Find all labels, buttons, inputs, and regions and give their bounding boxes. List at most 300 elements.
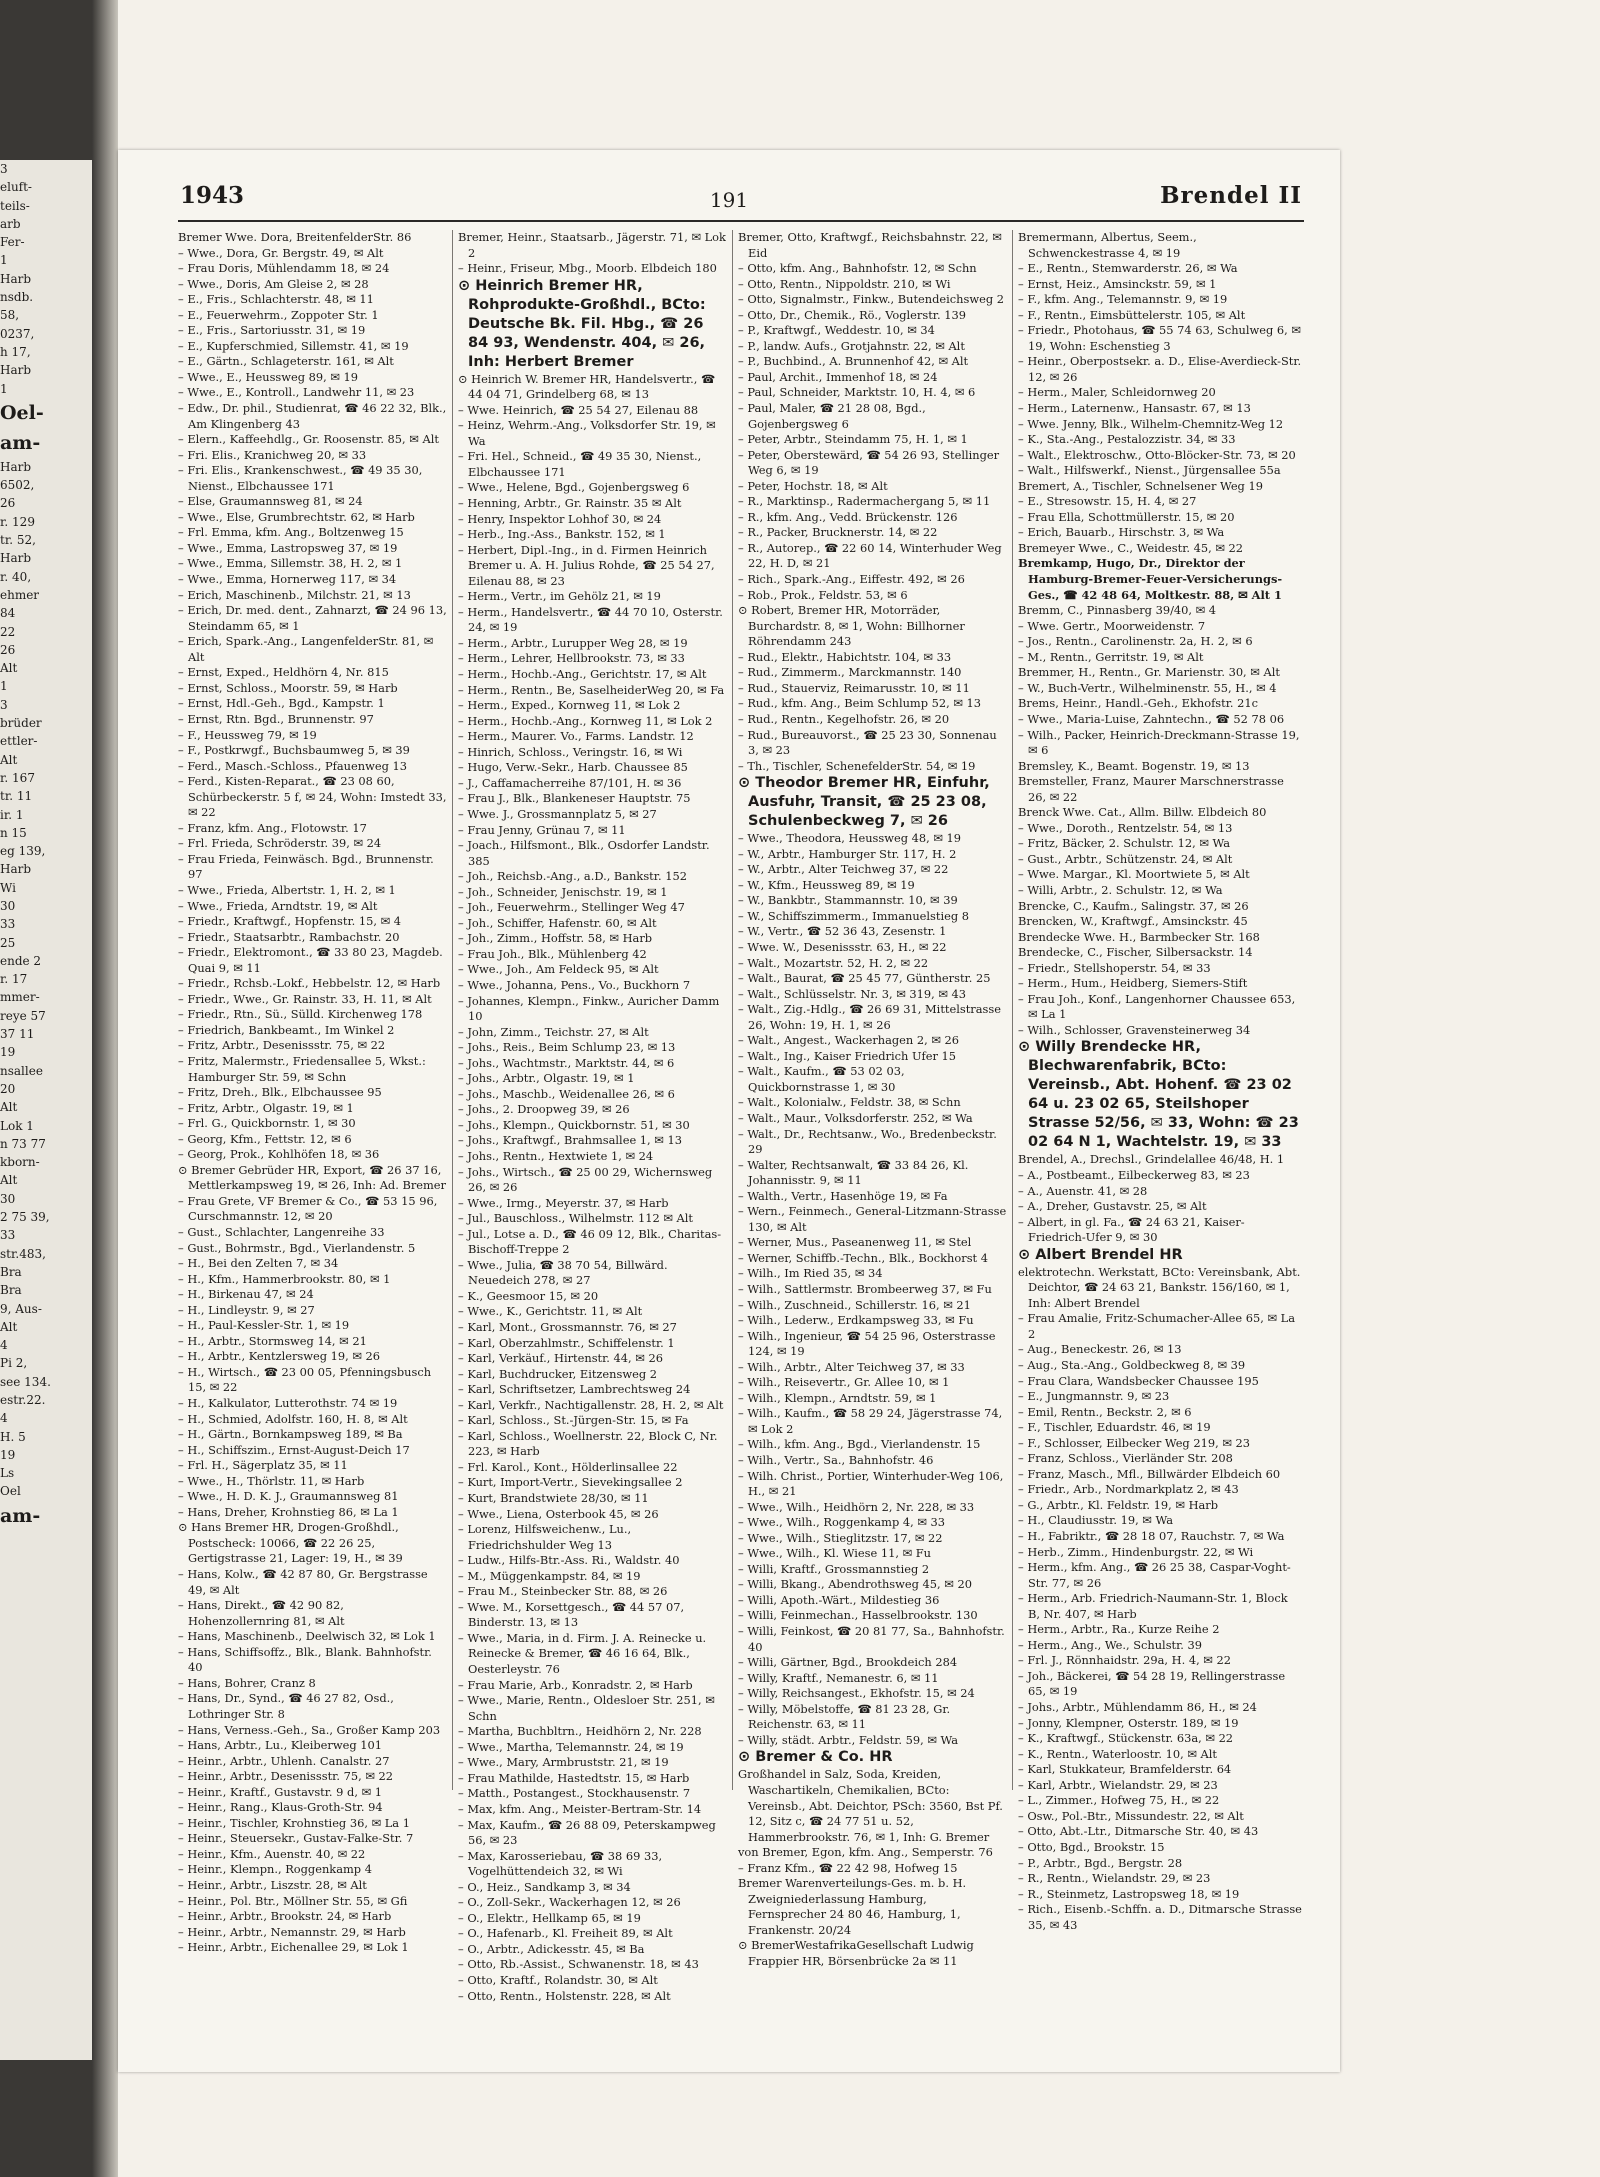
directory-entry: – W., Bankbtr., Stammannstr. 10, ✉ 39 xyxy=(738,893,958,908)
prev-page-line: 1 xyxy=(0,679,8,694)
directory-entry: Bremert, A., Tischler, Schnelsener Weg 19 xyxy=(1018,478,1263,493)
directory-entry: – W., Arbtr., Hamburger Str. 117, H. 2 xyxy=(738,846,957,861)
directory-entry: – Joh., Reichsb.-Ang., a.D., Bankstr. 152 xyxy=(458,869,687,884)
directory-entry: – Heinr., Klempn., Roggenkamp 4 xyxy=(178,1862,372,1877)
directory-entry: Brencke, C., Kaufm., Salingstr. 37, ✉ 26 xyxy=(1018,898,1249,913)
directory-entry: – Rich., Eisenb.-Schffn. a. D., Ditmarsche Strasse 35, ✉ 43 xyxy=(1018,1902,1302,1932)
directory-entry: – Rud., Bureauvorst., ☎ 25 23 30, Sonnenau 3, ✉ 23 xyxy=(738,727,997,758)
directory-entry: – Else, Graumannsweg 81, ✉ 24 xyxy=(178,494,363,509)
directory-entry: – Wwe. Gertr., Moorweidenstr. 7 xyxy=(1018,618,1206,633)
directory-entry: – Frl. Emma, kfm. Ang., Boltzenweg 15 xyxy=(178,525,404,540)
directory-entry: – Peter, Oberstewärd, ☎ 54 26 93, Stellinger Weg 6, ✉ 19 xyxy=(738,447,1000,478)
directory-entry: – Wilh., Zuschneid., Schillerstr. 16, ✉ 21 xyxy=(738,1297,971,1312)
directory-entry: – Wwe., Irmg., Meyerstr. 37, ✉ Harb xyxy=(458,1195,669,1210)
directory-entry: – Frl. G., Quickbornstr. 1, ✉ 30 xyxy=(178,1116,356,1131)
directory-entry: – R., kfm. Ang., Vedd. Brückenstr. 126 xyxy=(738,509,958,524)
directory-entry: – Walt., Angest., Wackerhagen 2, ✉ 26 xyxy=(738,1033,960,1048)
prev-page-line: ettler- xyxy=(0,734,38,749)
prev-page-line: Wi xyxy=(0,880,16,895)
directory-entry: – A., Dreher, Gustavstr. 25, ✉ Alt xyxy=(1018,1199,1207,1214)
directory-entry: – F., Schlosser, Eilbecker Weg 219, ✉ 23 xyxy=(1018,1435,1250,1450)
prev-page-line: 58, xyxy=(0,308,20,323)
directory-entry: – J., Caffamacherreihe 87/101, H. ✉ 36 xyxy=(458,775,682,790)
directory-entry: – Peter, Hochstr. 18, ✉ Alt xyxy=(738,478,888,493)
directory-entry: – Joh., Feuerwehrm., Stellinger Weg 47 xyxy=(458,900,685,915)
directory-entry: – Walth., Vertr., Hasenhöge 19, ✉ Fa xyxy=(738,1188,948,1203)
directory-entry: – Walt., Dr., Rechtsanw., Wo., Bredenbeckstr. 29 xyxy=(738,1126,997,1157)
directory-entry: Bremkamp, Hugo, Dr., Direktor der Hamburg-Bremer-Feuer-Versicherungs-Ges., ☎ 42 48 64, Moltkestr. 88, ✉ Alt 1 xyxy=(1018,556,1283,602)
directory-entry: – Heinr., Kraftf., Gustavstr. 9 d, ✉ 1 xyxy=(178,1784,382,1799)
directory-entry: – Frau Joh., Blk., Mühlenberg 42 xyxy=(458,946,647,961)
directory-entry: – Wwe., Wilh., Stieglitzstr. 17, ✉ 22 xyxy=(738,1530,943,1545)
directory-entry: – Albert, in gl. Fa., ☎ 24 63 21, Kaiser-Friedrich-Ufer 9, ✉ 30 xyxy=(1018,1214,1245,1245)
directory-entry: – Jonny, Klempner, Osterstr. 189, ✉ 19 xyxy=(1018,1715,1239,1730)
directory-entry: – Jul., Lotse a. D., ☎ 46 09 12, Blk., Charitas-Bischoff-Treppe 2 xyxy=(458,1226,722,1257)
directory-entry: – Herm., Lehrer, Hellbrookstr. 73, ✉ 33 xyxy=(458,651,685,666)
directory-entry: – Friedr., Kraftwgf., Hopfenstr. 15, ✉ 4 xyxy=(178,914,402,929)
directory-entry: – O., Elektr., Hellkamp 65, ✉ 19 xyxy=(458,1910,641,1925)
directory-entry: Bremer Warenverteilungs-Ges. m. b. H. Zweigniederlassung Hamburg, Fernsprecher 24 80 46, Hamburg, 1, Frankenstr. 20/24 xyxy=(738,1876,967,1937)
directory-entry: – Wern., Feinmech., General-Litzmann-Strasse 130, ✉ Alt xyxy=(738,1204,1007,1234)
directory-entry: Bremm, C., Pinnasberg 39/40, ✉ 4 xyxy=(1018,603,1217,618)
directory-entry: – Herm., Arbtr., Lurupper Weg 28, ✉ 19 xyxy=(458,635,688,650)
directory-entry: – Wilh., Schlosser, Gravensteinerweg 34 xyxy=(1018,1022,1251,1037)
prev-page-line: see 134. xyxy=(0,1374,51,1389)
directory-entry: – Willi, Kraftf., Grossmannstieg 2 xyxy=(738,1561,930,1576)
directory-entry: – Willi, Feinmechan., Hasselbrookstr. 130 xyxy=(738,1608,978,1623)
directory-entry: – Karl, Verkfr., Nachtigallenstr. 28, H. 2, ✉ Alt xyxy=(458,1397,724,1412)
directory-entry: – Hans, Direkt., ☎ 42 90 82, Hohenzollernring 81, ✉ Alt xyxy=(178,1598,345,1628)
directory-entry: – Wwe., Joh., Am Feldeck 95, ✉ Alt xyxy=(458,962,659,977)
directory-entry: – Otto, Dr., Chemik., Rö., Voglerstr. 139 xyxy=(738,307,966,322)
directory-entry: – H., Kalkulator, Lutterothstr. 74 ✉ 19 xyxy=(178,1396,398,1411)
prev-page-line: 6502, xyxy=(0,478,35,493)
directory-entry: – Wwe. M., Korsettgesch., ☎ 44 57 07, Binderstr. 13, ✉ 13 xyxy=(458,1599,685,1630)
directory-entry: Bremermann, Albertus, Seem., Schwenckestrasse 4, ✉ 19 xyxy=(1018,230,1197,260)
directory-entry: von Bremer, Egon, kfm. Ang., Semperstr. 76 xyxy=(738,1845,993,1860)
directory-entry: – Walt., Maur., Volksdorferstr. 252, ✉ Wa xyxy=(738,1110,973,1125)
directory-entry: – Heinr., Arbtr., Liszstr. 28, ✉ Alt xyxy=(178,1877,367,1892)
directory-entry: – Rich., Spark.-Ang., Eiffestr. 492, ✉ 26 xyxy=(738,572,965,587)
directory-entry: – O., Arbtr., Adickesstr. 45, ✉ Ba xyxy=(458,1941,645,1956)
prev-page-line: n 73 77 xyxy=(0,1136,46,1151)
prev-page-line: 2 75 39, xyxy=(0,1210,50,1225)
directory-entry: – Fri. Hel., Schneid., ☎ 49 35 30, Nienst., Elbchaussee 171 xyxy=(458,449,702,479)
directory-entry: – Frau Joh., Konf., Langenhorner Chaussee 653, ✉ La 1 xyxy=(1018,991,1296,1022)
page-header-year: 1943 xyxy=(180,182,245,209)
directory-entry: – John, Zimm., Teichstr. 27, ✉ Alt xyxy=(458,1024,649,1039)
prev-page-line: nsdb. xyxy=(0,290,34,305)
directory-entry: – Frau Clara, Wandsbecker Chaussee 195 xyxy=(1018,1373,1259,1388)
directory-entry: – Wwe., H., Thörlstr. 11, ✉ Harb xyxy=(178,1473,365,1488)
directory-entry: – R., Rentn., Wielandstr. 29, ✉ 23 xyxy=(1018,1871,1211,1886)
directory-entry: – Rob., Prok., Feldstr. 53, ✉ 6 xyxy=(738,587,908,602)
prev-page-line: Pi 2, xyxy=(0,1356,28,1371)
directory-entry: – Joh., Bäckerei, ☎ 54 28 19, Rellingerstrasse 65, ✉ 19 xyxy=(1018,1668,1286,1699)
directory-entry: – Frl. Karol., Kont., Hölderlinsallee 22 xyxy=(458,1459,678,1474)
directory-entry: – Wwe. J., Grossmannplatz 5, ✉ 27 xyxy=(458,806,657,821)
directory-entry: – Willi, Feinkost, ☎ 20 81 77, Sa., Bahnhofstr. 40 xyxy=(738,1624,1005,1654)
directory-entry: – P., Arbtr., Bgd., Bergstr. 28 xyxy=(1018,1855,1183,1870)
directory-entry: – Friedr., Staatsarbtr., Rambachstr. 20 xyxy=(178,929,400,944)
directory-entry: – H., Arbtr., Kentzlersweg 19, ✉ 26 xyxy=(178,1349,381,1364)
directory-entry: – Karl, Oberzahlmstr., Schiffelenstr. 1 xyxy=(458,1335,675,1350)
directory-entry: – W., Kfm., Heussweg 89, ✉ 19 xyxy=(738,877,915,892)
directory-entry: – Kurt, Import-Vertr., Sievekingsallee 2 xyxy=(458,1475,683,1490)
prev-page-line: 33 xyxy=(0,917,16,932)
directory-entry: Großhandel in Salz, Soda, Kreiden, Waschartikeln, Chemikalien, BCto: Vereinsb., Abt. Deichtor, PSch: 3560, Bst Pf. 12, Sitz c, ☎ 24 77 51 u. 52, Hammerbrookstr. 76, ✉ 1, Inh: G. Bremer xyxy=(738,1767,1003,1844)
prev-page-line: eg 139, xyxy=(0,844,46,859)
directory-entry: – Ernst, Exped., Heldhörn 4, Nr. 815 xyxy=(178,665,389,680)
directory-entry: – Herm., Ang., We., Schulstr. 39 xyxy=(1018,1637,1203,1652)
directory-entry: – Herm., Arbtr., Ra., Kurze Reihe 2 xyxy=(1018,1622,1220,1637)
directory-entry: – Rud., Rentn., Kegelhofstr. 26, ✉ 20 xyxy=(738,711,950,726)
directory-entry: – Heinr., Tischler, Krohnstieg 36, ✉ La 1 xyxy=(178,1815,410,1830)
directory-entry: – Wwe., E., Heussweg 89, ✉ 19 xyxy=(178,369,359,384)
directory-entry: – K., Kraftwgf., Stückenstr. 63a, ✉ 22 xyxy=(1018,1731,1234,1746)
directory-entry: – Wwe., Frieda, Albertstr. 1, H. 2, ✉ 1 xyxy=(178,882,396,897)
directory-entry: – Erich, Dr. med. dent., Zahnarzt, ☎ 24 96 13, Steindamm 65, ✉ 1 xyxy=(178,603,447,633)
prev-page-line: tr. 11 xyxy=(0,789,33,804)
directory-entry: – Fritz, Arbtr., Desenissstr. 75, ✉ 22 xyxy=(178,1038,386,1053)
prev-page-line: 26 xyxy=(0,496,16,511)
firm-entry: ⊙ Albert Brendel HR xyxy=(1018,1246,1183,1263)
directory-entry: – Otto, Kraftf., Rolandstr. 30, ✉ Alt xyxy=(458,1972,658,1987)
directory-entry: – Wwe., Wilh., Kl. Wiese 11, ✉ Fu xyxy=(738,1546,932,1561)
prev-page-line: Harb xyxy=(0,271,32,286)
directory-entry: – R., Packer, Brucknerstr. 14, ✉ 22 xyxy=(738,525,938,540)
directory-entry: – Wwe. Jenny, Blk., Wilhelm-Chemnitz-Weg 12 xyxy=(1018,416,1284,431)
directory-entry: – L., Zimmer., Hofweg 75, H., ✉ 22 xyxy=(1018,1793,1220,1808)
directory-entry: – Frau Marie, Arb., Konradstr. 2, ✉ Harb xyxy=(458,1677,693,1692)
firm-entry: ⊙ Theodor Bremer HR, Einfuhr, Ausfuhr, Transit, ☎ 25 23 08, Schulenbeckweg 7, ✉ 26 xyxy=(738,775,990,830)
directory-entry: – Otto, Rb.-Assist., Schwanenstr. 18, ✉ 43 xyxy=(458,1957,699,1972)
directory-entry: – Herm., Hochb.-Ang., Kornweg 11, ✉ Lok 2 xyxy=(458,713,713,728)
directory-entry: – Heinr., Arbtr., Eichenallee 29, ✉ Lok 1 xyxy=(178,1940,409,1955)
column-4 xyxy=(1018,230,1302,1932)
directory-entry: – O., Zoll-Sekr., Wackerhagen 12, ✉ 26 xyxy=(458,1895,681,1910)
directory-entry: – Wwe., Emma, Sillemstr. 38, H. 2, ✉ 1 xyxy=(178,556,403,571)
directory-entry: – Gust., Schlachter, Langenreihe 33 xyxy=(178,1225,385,1239)
directory-entry: – Johs., Maschb., Weidenallee 26, ✉ 6 xyxy=(458,1086,675,1101)
directory-entry: – Heinr., Arbtr., Nemannstr. 29, ✉ Harb xyxy=(178,1924,406,1939)
prev-page-line: ende 2 xyxy=(0,953,42,968)
directory-entry: – W., Schiffszimmerm., Immanuelstieg 8 xyxy=(738,908,970,923)
directory-entry: – Werner, Schiffb.-Techn., Blk., Bockhorst 4 xyxy=(738,1250,988,1265)
firm-entry: ⊙ Bremer & Co. HR xyxy=(738,1749,893,1766)
prev-page-line: tr. 52, xyxy=(0,533,36,548)
directory-entry: – Ernst, Rtn. Bgd., Brunnenstr. 97 xyxy=(178,711,374,726)
directory-entry: – Friedrich, Bankbeamt., Im Winkel 2 xyxy=(178,1022,395,1037)
directory-entry: Bremer, Heinr., Staatsarb., Jägerstr. 71, ✉ Lok 2 xyxy=(458,230,726,260)
prev-page-line: str.483, xyxy=(0,1246,46,1261)
directory-entry: – Wilh., Packer, Heinrich-Dreckmann-Strasse 19, ✉ 6 xyxy=(1018,727,1300,758)
directory-entry: – R., Autorep., ☎ 22 60 14, Winterhuder Weg 22, H. D, ✉ 21 xyxy=(738,540,1002,571)
directory-entry: – Walt., Kolonialw., Feldstr. 38, ✉ Schn xyxy=(738,1095,961,1110)
directory-entry: – Walt., Baurat, ☎ 25 45 77, Güntherstr. 25 xyxy=(738,971,991,986)
prev-page-line: ehmer xyxy=(0,587,40,602)
directory-entry: – E., Jungmannstr. 9, ✉ 23 xyxy=(1018,1389,1170,1404)
directory-entry: – H., Birkenau 47, ✉ 24 xyxy=(178,1287,314,1302)
prev-page-line: n 15 xyxy=(0,825,27,840)
directory-entry: – Hans, Arbtr., Lu., Kleiberweg 101 xyxy=(178,1738,382,1753)
prev-page-line: Ls xyxy=(0,1466,15,1481)
directory-entry: – Otto, Rentn., Holstenstr. 228, ✉ Alt xyxy=(458,1988,671,2003)
directory-entry: – Johs., Arbtr., Olgastr. 19, ✉ 1 xyxy=(458,1071,635,1086)
prev-page-line: r. 40, xyxy=(0,569,32,584)
directory-entry: – Karl, Schriftsetzer, Lambrechtsweg 24 xyxy=(458,1382,691,1397)
directory-entry: – K., Geesmoor 15, ✉ 20 xyxy=(458,1288,599,1303)
directory-entry: – Rud., Elektr., Habichtstr. 104, ✉ 33 xyxy=(738,649,952,664)
prev-page-line: 25 xyxy=(0,935,16,950)
header-rule xyxy=(178,220,1304,222)
prev-page-line: reye 57 xyxy=(0,1008,46,1023)
directory-entry: – Karl, Mont., Grossmannstr. 76, ✉ 27 xyxy=(458,1320,677,1334)
directory-entry: – Max, Karosseriebau, ☎ 38 69 33, Vogelhüttendeich 32, ✉ Wi xyxy=(458,1848,663,1879)
directory-entry: – E., Fris., Sartoriusstr. 31, ✉ 19 xyxy=(178,323,366,338)
directory-entry: Bremsley, K., Beamt. Bogenstr. 19, ✉ 13 xyxy=(1018,758,1250,773)
directory-entry: – Th., Tischler, SchenefelderStr. 54, ✉ 19 xyxy=(738,758,976,773)
directory-entry: – Jul., Bauschloss., Wilhelmstr. 112 ✉ Alt xyxy=(458,1211,693,1226)
directory-entry: – G., Arbtr., Kl. Feldstr. 19, ✉ Harb xyxy=(1018,1497,1219,1512)
directory-entry: – F., kfm. Ang., Telemannstr. 9, ✉ 19 xyxy=(1018,292,1228,307)
directory-entry: – Ernst, Heiz., Amsinckstr. 59, ✉ 1 xyxy=(1018,276,1217,291)
directory-entry: – Joach., Hilfsmont., Blk., Osdorfer Landstr. 385 xyxy=(458,838,710,868)
prev-page-line: Harb xyxy=(0,551,32,566)
prev-page-line: r. 167 xyxy=(0,770,35,785)
directory-entry: – H., Fabriktr., ☎ 28 18 07, Rauchstr. 7, ✉ Wa xyxy=(1018,1529,1285,1544)
directory-entry: – Joh., Schneider, Jenischstr. 19, ✉ 1 xyxy=(458,884,668,899)
prev-page-line: Harb xyxy=(0,459,32,474)
directory-entry: – Wwe., Martha, Telemannstr. 24, ✉ 19 xyxy=(458,1739,684,1754)
directory-entry: – Wwe., Else, Grumbrechtstr. 62, ✉ Harb xyxy=(178,509,415,524)
directory-entry: – Emil, Rentn., Beckstr. 2, ✉ 6 xyxy=(1018,1404,1192,1419)
prev-page-line: Lok 1 xyxy=(0,1118,34,1133)
column-divider xyxy=(1012,230,1013,1790)
directory-entry: – Willi, Bkang., Abendrothsweg 45, ✉ 20 xyxy=(738,1577,972,1592)
directory-entry: – Wilh. Christ., Portier, Winterhuder-Weg 106, H., ✉ 21 xyxy=(738,1468,1004,1499)
directory-entry: – H., Lindleystr. 9, ✉ 27 xyxy=(178,1302,315,1317)
directory-entry: – Paul, Archit., Immenhof 18, ✉ 24 xyxy=(738,369,938,384)
prev-page-line: 30 xyxy=(0,898,16,913)
directory-entry: Bremer Wwe. Dora, BreitenfelderStr. 86 xyxy=(178,230,412,244)
column-2 xyxy=(458,230,728,2003)
directory-entry: Brencken, W., Kraftwgf., Amsinckstr. 45 xyxy=(1018,914,1248,929)
directory-entry: – Wilh., Lederw., Erdkampsweg 33, ✉ Fu xyxy=(738,1313,974,1328)
directory-entry: – Otto, Rentn., Nippoldstr. 210, ✉ Wi xyxy=(738,276,951,291)
directory-entry: – Kurt, Brandstwiete 28/30, ✉ 11 xyxy=(458,1491,649,1506)
directory-entry: – M., Müggenkampstr. 84, ✉ 19 xyxy=(458,1568,641,1583)
prev-page-line: r. 17 xyxy=(0,972,28,987)
directory-entry: – Herm., Handelsvertr., ☎ 44 70 10, Osterstr. 24, ✉ 19 xyxy=(458,604,723,635)
directory-entry: – Erich, Maschinenb., Milchstr. 21, ✉ 13 xyxy=(178,587,411,602)
directory-entry: – Wilh., Reisevertr., Gr. Allee 10, ✉ 1 xyxy=(738,1375,950,1390)
directory-entry: – M., Rentn., Gerritstr. 19, ✉ Alt xyxy=(1018,649,1204,664)
directory-entry: – Friedr., Photohaus, ☎ 55 74 63, Schulweg 6, ✉ 19, Wohn: Eschenstieg 3 xyxy=(1018,323,1301,353)
directory-entry: – Frau J., Blk., Blankeneser Hauptstr. 75 xyxy=(458,791,691,806)
directory-entry: Brendel, A., Drechsl., Grindelallee 46/48, H. 1 xyxy=(1018,1152,1285,1167)
directory-entry: – Wilh., kfm. Ang., Bgd., Vierlandenstr. 15 xyxy=(738,1437,981,1452)
directory-entry: – Fri. Elis., Kranichweg 20, ✉ 33 xyxy=(178,447,367,462)
prev-page-line: 3 xyxy=(0,697,8,712)
directory-entry: – Frau Jenny, Grünau 7, ✉ 11 xyxy=(458,822,626,837)
directory-entry: – Heinr., Pol. Btr., Möllner Str. 55, ✉ Gfi xyxy=(178,1893,408,1908)
prev-page-line: Oel- xyxy=(0,401,44,424)
directory-entry: – Georg, Prok., Kohlhöfen 18, ✉ 36 xyxy=(178,1147,380,1162)
directory-entry: – H., Arbtr., Stormsweg 14, ✉ 21 xyxy=(178,1333,367,1348)
directory-entry: elektrotechn. Werkstatt, BCto: Vereinsbank, Abt. Deichtor, ☎ 24 63 21, Bankstr. 156/160, ✉ 1, Inh: Albert Brendel xyxy=(1018,1264,1301,1310)
directory-entry: – Franz, Masch., Mfl., Billwärder Elbdeich 60 xyxy=(1018,1466,1281,1481)
directory-entry: – F., Rentn., Eimsbüttelerstr. 105, ✉ Alt xyxy=(1018,307,1246,322)
directory-entry: – Wilh., Vertr., Sa., Bahnhofstr. 46 xyxy=(738,1453,934,1468)
prev-page-line: estr.22. xyxy=(0,1393,46,1407)
prev-page-line: Oel xyxy=(0,1484,21,1499)
directory-entry: – P., Kraftwgf., Weddestr. 10, ✉ 34 xyxy=(738,323,935,338)
directory-entry: – Jos., Rentn., Carolinenstr. 2a, H. 2, ✉ 6 xyxy=(1018,634,1253,649)
directory-entry: – Herm., Laternenw., Hansastr. 67, ✉ 13 xyxy=(1018,401,1251,416)
directory-entry: – Paul, Maler, ☎ 21 28 08, Bgd., Gojenbergsweg 6 xyxy=(738,401,926,431)
directory-entry: – K., Rentn., Waterloostr. 10, ✉ Alt xyxy=(1018,1746,1217,1761)
directory-entry: – Fritz, Dreh., Blk., Elbchaussee 95 xyxy=(178,1085,382,1100)
directory-entry: – Aug., Sta.-Ang., Goldbeckweg 8, ✉ 39 xyxy=(1018,1358,1246,1372)
directory-entry: – E., Rentn., Stemwarderstr. 26, ✉ Wa xyxy=(1018,261,1238,276)
page-binding-shadow xyxy=(92,0,118,2177)
directory-entry: – Aug., Beneckestr. 26, ✉ 13 xyxy=(1018,1342,1182,1357)
directory-entry: – Karl, Verkäuf., Hirtenstr. 44, ✉ 26 xyxy=(458,1351,663,1366)
directory-entry: Brems, Heinr., Handl.-Geh., Ekhofstr. 21c xyxy=(1018,696,1259,711)
directory-entry: – Max, kfm. Ang., Meister-Bertram-Str. 14 xyxy=(458,1801,702,1816)
directory-entry: – Frau Mathilde, Hastedtstr. 15, ✉ Harb xyxy=(458,1770,690,1785)
directory-entry: – Wwe., Wilh., Heidhörn 2, Nr. 228, ✉ 33 xyxy=(738,1499,975,1514)
directory-entry: Brendecke, C., Fischer, Silbersackstr. 14 xyxy=(1018,945,1253,960)
directory-entry: – Wwe., Helene, Bgd., Gojenbergsweg 6 xyxy=(458,480,690,495)
column-divider xyxy=(452,230,453,1790)
directory-entry: – Johs., Wirtsch., ☎ 25 00 29, Wichernsweg 26, ✉ 26 xyxy=(458,1164,713,1195)
directory-entry: – Werner, Mus., Paseanenweg 11, ✉ Stel xyxy=(738,1235,972,1250)
directory-entry: – Hans, Verness.-Geh., Sa., Großer Kamp 203 xyxy=(178,1722,441,1737)
directory-entry: – Heinr., Steuersekr., Gustav-Falke-Str. 7 xyxy=(178,1831,414,1846)
directory-entry: – Georg, Kfm., Fettstr. 12, ✉ 6 xyxy=(178,1131,352,1146)
directory-entry: – Ferd., Masch.-Schloss., Pfauenweg 13 xyxy=(178,758,407,773)
directory-entry: – Willy, städt. Arbtr., Feldstr. 59, ✉ Wa xyxy=(738,1732,959,1747)
prev-page-line: Alt xyxy=(0,1100,18,1115)
directory-entry: – K., Sta.-Ang., Pestalozzistr. 34, ✉ 33 xyxy=(1018,432,1236,447)
firm-entry: ⊙ Heinrich Bremer HR, Rohprodukte-Großhdl., BCto: Deutsche Bk. Fil. Hbg., ☎ 26 84 93, Wendenstr. 404, ✉ 26, Inh: Herbert Bremer xyxy=(458,277,706,370)
prev-page-line: mmer- xyxy=(0,990,40,1005)
directory-entry: – Franz Kfm., ☎ 22 42 98, Hofweg 15 xyxy=(738,1860,958,1875)
directory-entry: – Ferd., Kisten-Reparat., ☎ 23 08 60, Schürbeckerstr. 5 f, ✉ 24, Wohn: Imstedt 33, ✉ 22 xyxy=(178,774,447,820)
directory-entry: – Rud., kfm. Ang., Beim Schlump 52, ✉ 13 xyxy=(738,696,982,711)
prev-page-line: 37 11 xyxy=(0,1027,35,1042)
directory-entry: – R., Steinmetz, Lastropsweg 18, ✉ 19 xyxy=(1018,1886,1240,1901)
directory-entry: Bremsteller, Franz, Maurer Marschnerstrasse 26, ✉ 22 xyxy=(1018,774,1284,804)
directory-entry: – H., Bei den Zelten 7, ✉ 34 xyxy=(178,1256,339,1271)
directory-entry: – A., Postbeamt., Eilbeckerweg 83, ✉ 23 xyxy=(1018,1167,1250,1182)
prev-page-line: eluft- xyxy=(0,180,32,195)
directory-entry: – Peter, Arbtr., Steindamm 75, H. 1, ✉ 1 xyxy=(738,432,968,447)
prev-page-line: brüder xyxy=(0,716,42,731)
directory-entry: – Friedr., Arb., Nordmarkplatz 2, ✉ 43 xyxy=(1018,1482,1239,1497)
prev-page-line: arb xyxy=(0,216,21,231)
directory-entry: – Wilh., Klempn., Arndtstr. 59, ✉ 1 xyxy=(738,1390,937,1405)
directory-entry: – Walt., Schlüsselstr. Nr. 3, ✉ 319, ✉ 43 xyxy=(738,986,967,1001)
directory-entry: – Heinz, Wehrm.-Ang., Volksdorfer Str. 19, ✉ Wa xyxy=(458,418,716,448)
directory-entry: – Willi, Arbtr., 2. Schulstr. 12, ✉ Wa xyxy=(1018,882,1223,897)
directory-entry: – Frau Frieda, Feinwäsch. Bgd., Brunnenstr. 97 xyxy=(178,851,434,882)
directory-entry: – Walt., Elektroschw., Otto-Blöcker-Str. 73, ✉ 20 xyxy=(1018,447,1296,462)
directory-entry: – Herm., Exped., Kornweg 11, ✉ Lok 2 xyxy=(458,698,681,713)
directory-entry: – Ernst, Hdl.-Geh., Bgd., Kampstr. 1 xyxy=(178,696,385,711)
directory-entry: – Johs., Klempn., Quickbornstr. 51, ✉ 30 xyxy=(458,1117,690,1132)
prev-page-line: h 17, xyxy=(0,344,31,359)
column-1 xyxy=(178,230,448,1955)
directory-entry: – H., Claudiusstr. 19, ✉ Wa xyxy=(1018,1513,1173,1528)
directory-entry: – E., Kupferschmied, Sillemstr. 41, ✉ 19 xyxy=(178,338,409,353)
directory-entry: – Wwe., E., Kontroll., Landwehr 11, ✉ 23 xyxy=(178,385,415,400)
prev-page-line: am- xyxy=(0,1504,41,1527)
prev-page-line: 3 xyxy=(0,162,8,176)
directory-entry: – Karl, Buchdrucker, Eitzensweg 2 xyxy=(458,1366,658,1381)
directory-entry: – O., Hafenarb., Kl. Freiheit 89, ✉ Alt xyxy=(458,1926,673,1941)
directory-entry: – Martha, Buchbltrn., Heidhörn 2, Nr. 228 xyxy=(458,1724,702,1739)
directory-entry: – H., Wirtsch., ☎ 23 00 05, Pfenningsbusch 15, ✉ 22 xyxy=(178,1364,432,1395)
directory-entry: – Gust., Bohrmstr., Bgd., Vierlandenstr. 5 xyxy=(178,1240,416,1255)
prev-page-line: 84 xyxy=(0,606,16,621)
directory-entry: – Karl, Schloss., Woellnerstr. 22, Block C, Nr. 223, ✉ Harb xyxy=(458,1428,718,1459)
directory-entry: – Gust., Arbtr., Schützenstr. 24, ✉ Alt xyxy=(1018,851,1233,866)
prev-page-line: 26 xyxy=(0,642,16,657)
directory-entry: – Johs., Wachtmstr., Marktstr. 44, ✉ 6 xyxy=(458,1055,675,1070)
directory-entry: – Otto, kfm. Ang., Bahnhofstr. 12, ✉ Schn xyxy=(738,261,977,276)
directory-entry: – Herm., kfm. Ang., ☎ 26 25 38, Caspar-Voght-Str. 77, ✉ 26 xyxy=(1018,1560,1291,1590)
directory-entry: – Wwe., H. D. K. J., Graumannsweg 81 xyxy=(178,1489,399,1504)
directory-entry: – Johs., Kraftwgf., Brahmsallee 1, ✉ 13 xyxy=(458,1133,682,1148)
prev-page-line: teils- xyxy=(0,198,30,213)
directory-entry: – H., Schmied, Adolfstr. 160, H. 8, ✉ Alt xyxy=(178,1411,408,1426)
directory-entry: – Karl, Schloss., St.-Jürgen-Str. 15, ✉ Fa xyxy=(458,1413,689,1428)
directory-entry: Brenck Wwe. Cat., Allm. Billw. Elbdeich 80 xyxy=(1018,805,1267,820)
directory-entry: – Friedr., Wwe., Gr. Rainstr. 33, H. 11, ✉ Alt xyxy=(178,991,432,1006)
prev-page-line: Alt xyxy=(0,752,18,767)
directory-entry: – Franz, kfm. Ang., Flotowstr. 17 xyxy=(178,820,367,835)
directory-entry: – Max, Kaufm., ☎ 26 88 09, Peterskampweg 56, ✉ 23 xyxy=(458,1817,716,1848)
firm-entry: ⊙ Willy Brendecke HR, Blechwarenfabrik, BCto: Vereinsb., Abt. Hohenf. ☎ 23 02 64 u. 23 02 65, Steilshoper Strasse 52/56, ✉ 33, Wohn: ☎ 23 02 64 N 1, Wachtelstr. 19, ✉ 33 xyxy=(1018,1039,1299,1151)
directory-entry: – R., Marktinsp., Radermachergang 5, ✉ 11 xyxy=(738,494,991,509)
directory-entry: – Frl. J., Rönnhaidstr. 29a, H. 4, ✉ 22 xyxy=(1018,1653,1231,1668)
directory-entry: – H., Schiffszim., Ernst-August-Deich 17 xyxy=(178,1442,410,1457)
directory-entry: – Rud., Stauerviz, Reimarusstr. 10, ✉ 11 xyxy=(738,680,970,695)
directory-entry: – P., Buchbind., A. Brunnenhof 42, ✉ Alt xyxy=(738,354,969,369)
prev-page-line: 22 xyxy=(0,624,16,639)
directory-entry: – Herm., Maurer. Vo., Farms. Landstr. 12 xyxy=(458,729,694,744)
directory-entry: – Wwe., Maria-Luise, Zahntechn., ☎ 52 78 06 xyxy=(1018,711,1285,726)
directory-entry: – Karl, Stukkateur, Bramfelderstr. 64 xyxy=(1018,1762,1232,1777)
directory-entry: – Walt., Ing., Kaiser Friedrich Ufer 15 xyxy=(738,1048,957,1063)
directory-entry: – Wilh., Arbtr., Alter Teichweg 37, ✉ 33 xyxy=(738,1359,965,1374)
directory-entry: – P., landw. Aufs., Grotjahnstr. 22, ✉ Alt xyxy=(738,338,965,353)
directory-page xyxy=(118,150,1340,2072)
directory-entry: – Wwe., Johanna, Pens., Vo., Buckhorn 7 xyxy=(458,977,691,992)
directory-entry: – Heinr., Arbtr., Brookstr. 24, ✉ Harb xyxy=(178,1909,392,1924)
prev-page-line: Fer- xyxy=(0,235,25,250)
prev-page-line: 33 xyxy=(0,1228,16,1243)
directory-entry: – Fritz, Arbtr., Olgastr. 19, ✉ 1 xyxy=(178,1100,354,1115)
directory-entry: – Fri. Elis., Krankenschwest., ☎ 49 35 30, Nienst., Elbchaussee 171 xyxy=(178,463,423,493)
directory-entry: – Johs., Rentn., Hextwiete 1, ✉ 24 xyxy=(458,1148,654,1163)
prev-page-line: Harb xyxy=(0,363,32,378)
directory-entry: – Frau M., Steinbecker Str. 88, ✉ 26 xyxy=(458,1584,668,1599)
directory-entry: – Wwe. Heinrich, ☎ 25 54 27, Eilenau 88 xyxy=(458,402,699,417)
